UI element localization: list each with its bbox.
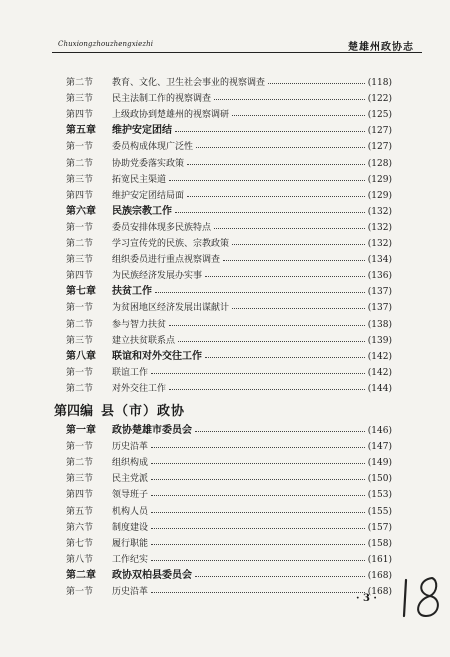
toc-section-entry: [66, 217, 392, 233]
toc-entry-number: 第四节: [66, 490, 94, 501]
toc-leader-dots: [196, 147, 365, 148]
toc-leader-dots: [187, 164, 365, 165]
toc-entry-page: (137): [367, 303, 392, 314]
toc-section-entry: [66, 362, 392, 378]
toc-entry-page: (127): [367, 126, 392, 137]
toc-leader-dots: [195, 431, 365, 432]
header-rule: [52, 52, 422, 53]
toc-entry-number: 第四节: [66, 110, 94, 121]
running-header-title: 楚雄州政协志: [348, 42, 414, 53]
toc-entry-page: (125): [367, 110, 392, 121]
toc-entry-title: 民主党派: [112, 474, 149, 485]
toc-entry-title: 历史沿革: [112, 587, 149, 597]
toc-entry-page: (144): [367, 383, 392, 394]
toc-leader-dots: [151, 528, 365, 529]
toc-entry-number: 第四节: [66, 271, 94, 282]
toc-entry-title: 政协双柏县委员会: [112, 569, 192, 581]
toc-entry-title: 历史沿革: [112, 442, 149, 453]
toc-section-entry: [66, 517, 392, 533]
toc-entry-page: (168): [367, 570, 392, 581]
toc-entry-title: 民主法制工作的视察调查: [112, 94, 212, 105]
toc-section-entry: [66, 233, 392, 249]
toc-leader-dots: [151, 373, 365, 374]
toc-entry-title: 对外交往工作: [112, 383, 167, 394]
toc-entry-number: 第一节: [66, 442, 94, 453]
toc-entry-title: 政协楚雄市委员会: [112, 425, 192, 436]
toc-entry-title: 委员安排体现多民族特点: [112, 222, 212, 233]
toc-leader-dots: [151, 592, 365, 593]
toc-section-entry: [66, 314, 392, 330]
toc-entry-title: 建立扶贫联系点: [112, 335, 176, 346]
toc-entry-number: 第二节: [66, 319, 94, 330]
toc-chapter-entry: [66, 346, 392, 362]
toc-entry-number: 第一章: [66, 425, 96, 436]
toc-entry-title: 联谊和对外交往工作: [112, 350, 202, 362]
toc-entry-page: (129): [367, 190, 392, 201]
toc-entry-page: (153): [367, 490, 392, 501]
toc-leader-dots: [232, 308, 365, 309]
toc-leader-dots: [151, 512, 365, 513]
toc-entry-page: (150): [367, 474, 392, 485]
toc-entry-number: 第三节: [66, 335, 94, 346]
toc-section-entry: [66, 581, 392, 597]
toc-leader-dots: [214, 228, 365, 229]
toc-entry-number: 第六章: [66, 205, 96, 217]
toc-chapter-entry: [66, 120, 392, 136]
toc-section-entry: [66, 297, 392, 313]
toc-leader-dots: [175, 131, 365, 132]
toc-entry-number: 第二节: [66, 158, 94, 169]
toc-entry-page: (168): [367, 587, 392, 597]
toc-entry-title: 组织委员进行重点视察调查: [112, 255, 221, 266]
toc-leader-dots: [232, 244, 365, 245]
toc-leader-dots: [169, 180, 365, 181]
toc-entry-number: 第三节: [66, 474, 94, 485]
toc-entry-page: (161): [367, 554, 392, 565]
handwritten-annotation: [396, 572, 446, 622]
toc-section-entry: [66, 501, 392, 517]
toc-section-entry: [66, 436, 392, 452]
toc-entry-title: 组织构成: [112, 458, 149, 469]
toc-entry-page: (129): [367, 174, 392, 185]
toc-entry-number: 第二节: [66, 78, 94, 88]
toc-section-entry: [66, 468, 392, 484]
toc-entry-number: 第二节: [66, 383, 94, 394]
toc-section-entry: [66, 549, 392, 565]
toc-section-entry: [66, 185, 392, 201]
toc-entry-title: 协助党委落实政策: [112, 158, 185, 169]
toc-section-entry: [66, 452, 392, 468]
toc-entry-title: 拓宽民主渠道: [112, 174, 167, 185]
toc-entry-number: 第三节: [66, 94, 94, 105]
toc-entry-page: (146): [367, 426, 392, 436]
toc-entry-page: (155): [367, 506, 392, 517]
toc-leader-dots: [151, 560, 365, 561]
running-header-pinyin: Chuxiongzhouzhengxiezhi: [58, 40, 154, 48]
toc-leader-dots: [151, 463, 365, 464]
toc-section-entry: [66, 265, 392, 281]
toc-leader-dots: [268, 83, 365, 84]
toc-leader-dots: [205, 276, 365, 277]
toc-leader-dots: [178, 341, 365, 342]
toc-leader-dots: [195, 576, 365, 577]
toc-entry-page: (134): [367, 255, 392, 266]
toc-leader-dots: [169, 389, 365, 390]
toc-entry-title: 为贫困地区经济发展出谋献计: [112, 303, 230, 314]
toc-section-entry: [66, 484, 392, 500]
toc-chapter-entry: [66, 201, 392, 217]
toc-entry-page: (132): [367, 206, 392, 217]
toc-entry-title: 上级政协到楚雄州的视察调研: [112, 110, 230, 121]
toc-entry-number: 第三节: [66, 255, 94, 266]
toc-entry-title: 扶贫工作: [112, 286, 152, 298]
toc-chapter-entry: [66, 420, 392, 436]
toc-section-entry: [66, 88, 392, 104]
toc-leader-dots: [151, 495, 365, 496]
toc-entry-title: 制度建设: [112, 522, 149, 533]
toc-entry-number: 第三节: [66, 174, 94, 185]
toc-entry-number: 第一节: [66, 303, 94, 314]
toc-entry-page: (142): [367, 367, 392, 378]
toc-leader-dots: [155, 292, 365, 293]
toc-entry-number: 第一节: [66, 142, 94, 153]
toc-entry-title: 履行职能: [112, 538, 149, 549]
toc-entry-page: (138): [367, 319, 392, 330]
toc-entry-page: (122): [367, 94, 392, 105]
toc-entry-number: 第二章: [66, 569, 96, 581]
toc-entry-title: 维护安定团结: [112, 125, 172, 137]
toc-chapter-entry: [66, 565, 392, 581]
toc-entry-number: 第一节: [66, 222, 94, 233]
page-number: · 3 ·: [356, 593, 377, 604]
toc-entry-title: 联谊工作: [112, 367, 149, 378]
toc-entry-number: 第四编: [54, 404, 94, 419]
toc-entry-page: (118): [367, 78, 392, 88]
toc-section-entry: [66, 533, 392, 549]
toc-entry-number: 第一节: [66, 587, 94, 597]
toc-entry-number: 第二节: [66, 239, 94, 249]
toc-section-entry: [66, 136, 392, 152]
toc-entry-number: 第一节: [66, 367, 94, 378]
toc-leader-dots: [175, 212, 365, 213]
toc-entry-page: (149): [367, 458, 392, 469]
toc-entry-title: 参与智力扶贫: [112, 319, 167, 330]
toc-section-entry: [66, 330, 392, 346]
toc-entry-title: 领导班子: [112, 490, 149, 501]
toc-leader-dots: [214, 99, 365, 100]
toc-entry-title: 委员构成体现广泛性: [112, 142, 194, 153]
toc-entry-page: (139): [367, 335, 392, 346]
toc-entry-title: 工作纪实: [112, 554, 149, 565]
toc-entry-number: 第七章: [66, 286, 96, 298]
toc-entry-number: 第七节: [66, 538, 94, 549]
toc-entry-title: 机构人员: [112, 506, 149, 517]
toc-entry-title: 维护安定团结局面: [112, 190, 185, 201]
toc-section-entry: [66, 169, 392, 185]
toc-leader-dots: [169, 325, 365, 326]
toc-section-entry: [66, 153, 392, 169]
toc-entry-page: (128): [367, 158, 392, 169]
toc-section-entry: [66, 378, 392, 394]
toc-entry-page: (158): [367, 538, 392, 549]
toc-entry-page: (157): [367, 522, 392, 533]
toc-chapter-entry: [66, 281, 392, 297]
toc-entry-number: 第五节: [66, 506, 94, 517]
toc-entry-number: 第二节: [66, 458, 94, 469]
toc-section-entry: [66, 72, 392, 88]
toc-entry-number: 第六节: [66, 522, 94, 533]
toc-entry-page: (136): [367, 271, 392, 282]
toc-leader-dots: [151, 447, 365, 448]
toc-leader-dots: [205, 357, 365, 358]
toc-entry-title: 县（市）政协: [101, 404, 186, 419]
toc-entry-title: 教育、文化、卫生社会事业的视察调查: [112, 78, 266, 88]
toc-leader-dots: [232, 115, 365, 116]
toc-entry-page: (142): [367, 351, 392, 362]
toc-section-entry: [66, 104, 392, 120]
toc-entry-number: 第五章: [66, 125, 96, 137]
toc-entry-number: 第八节: [66, 554, 94, 565]
toc-entry-title: 学习宣传党的民族、宗教政策: [112, 239, 230, 249]
toc-entry-page: (127): [367, 142, 392, 153]
toc-entry-title: 民族宗教工作: [112, 205, 172, 217]
toc-entry-page: (137): [367, 287, 392, 298]
toc-entry-title: 为民族经济发展办实事: [112, 271, 203, 282]
toc-entry-page: (132): [367, 239, 392, 249]
toc-entry-number: 第八章: [66, 350, 96, 362]
toc-entry-number: 第四节: [66, 190, 94, 201]
toc-leader-dots: [151, 479, 365, 480]
toc-leader-dots: [151, 544, 365, 545]
toc-entry-page: (132): [367, 222, 392, 233]
toc-leader-dots: [187, 196, 365, 197]
toc-section-entry: [66, 249, 392, 265]
toc-entry-page: (147): [367, 442, 392, 453]
toc-leader-dots: [223, 260, 365, 261]
toc-part-entry: [54, 399, 392, 419]
